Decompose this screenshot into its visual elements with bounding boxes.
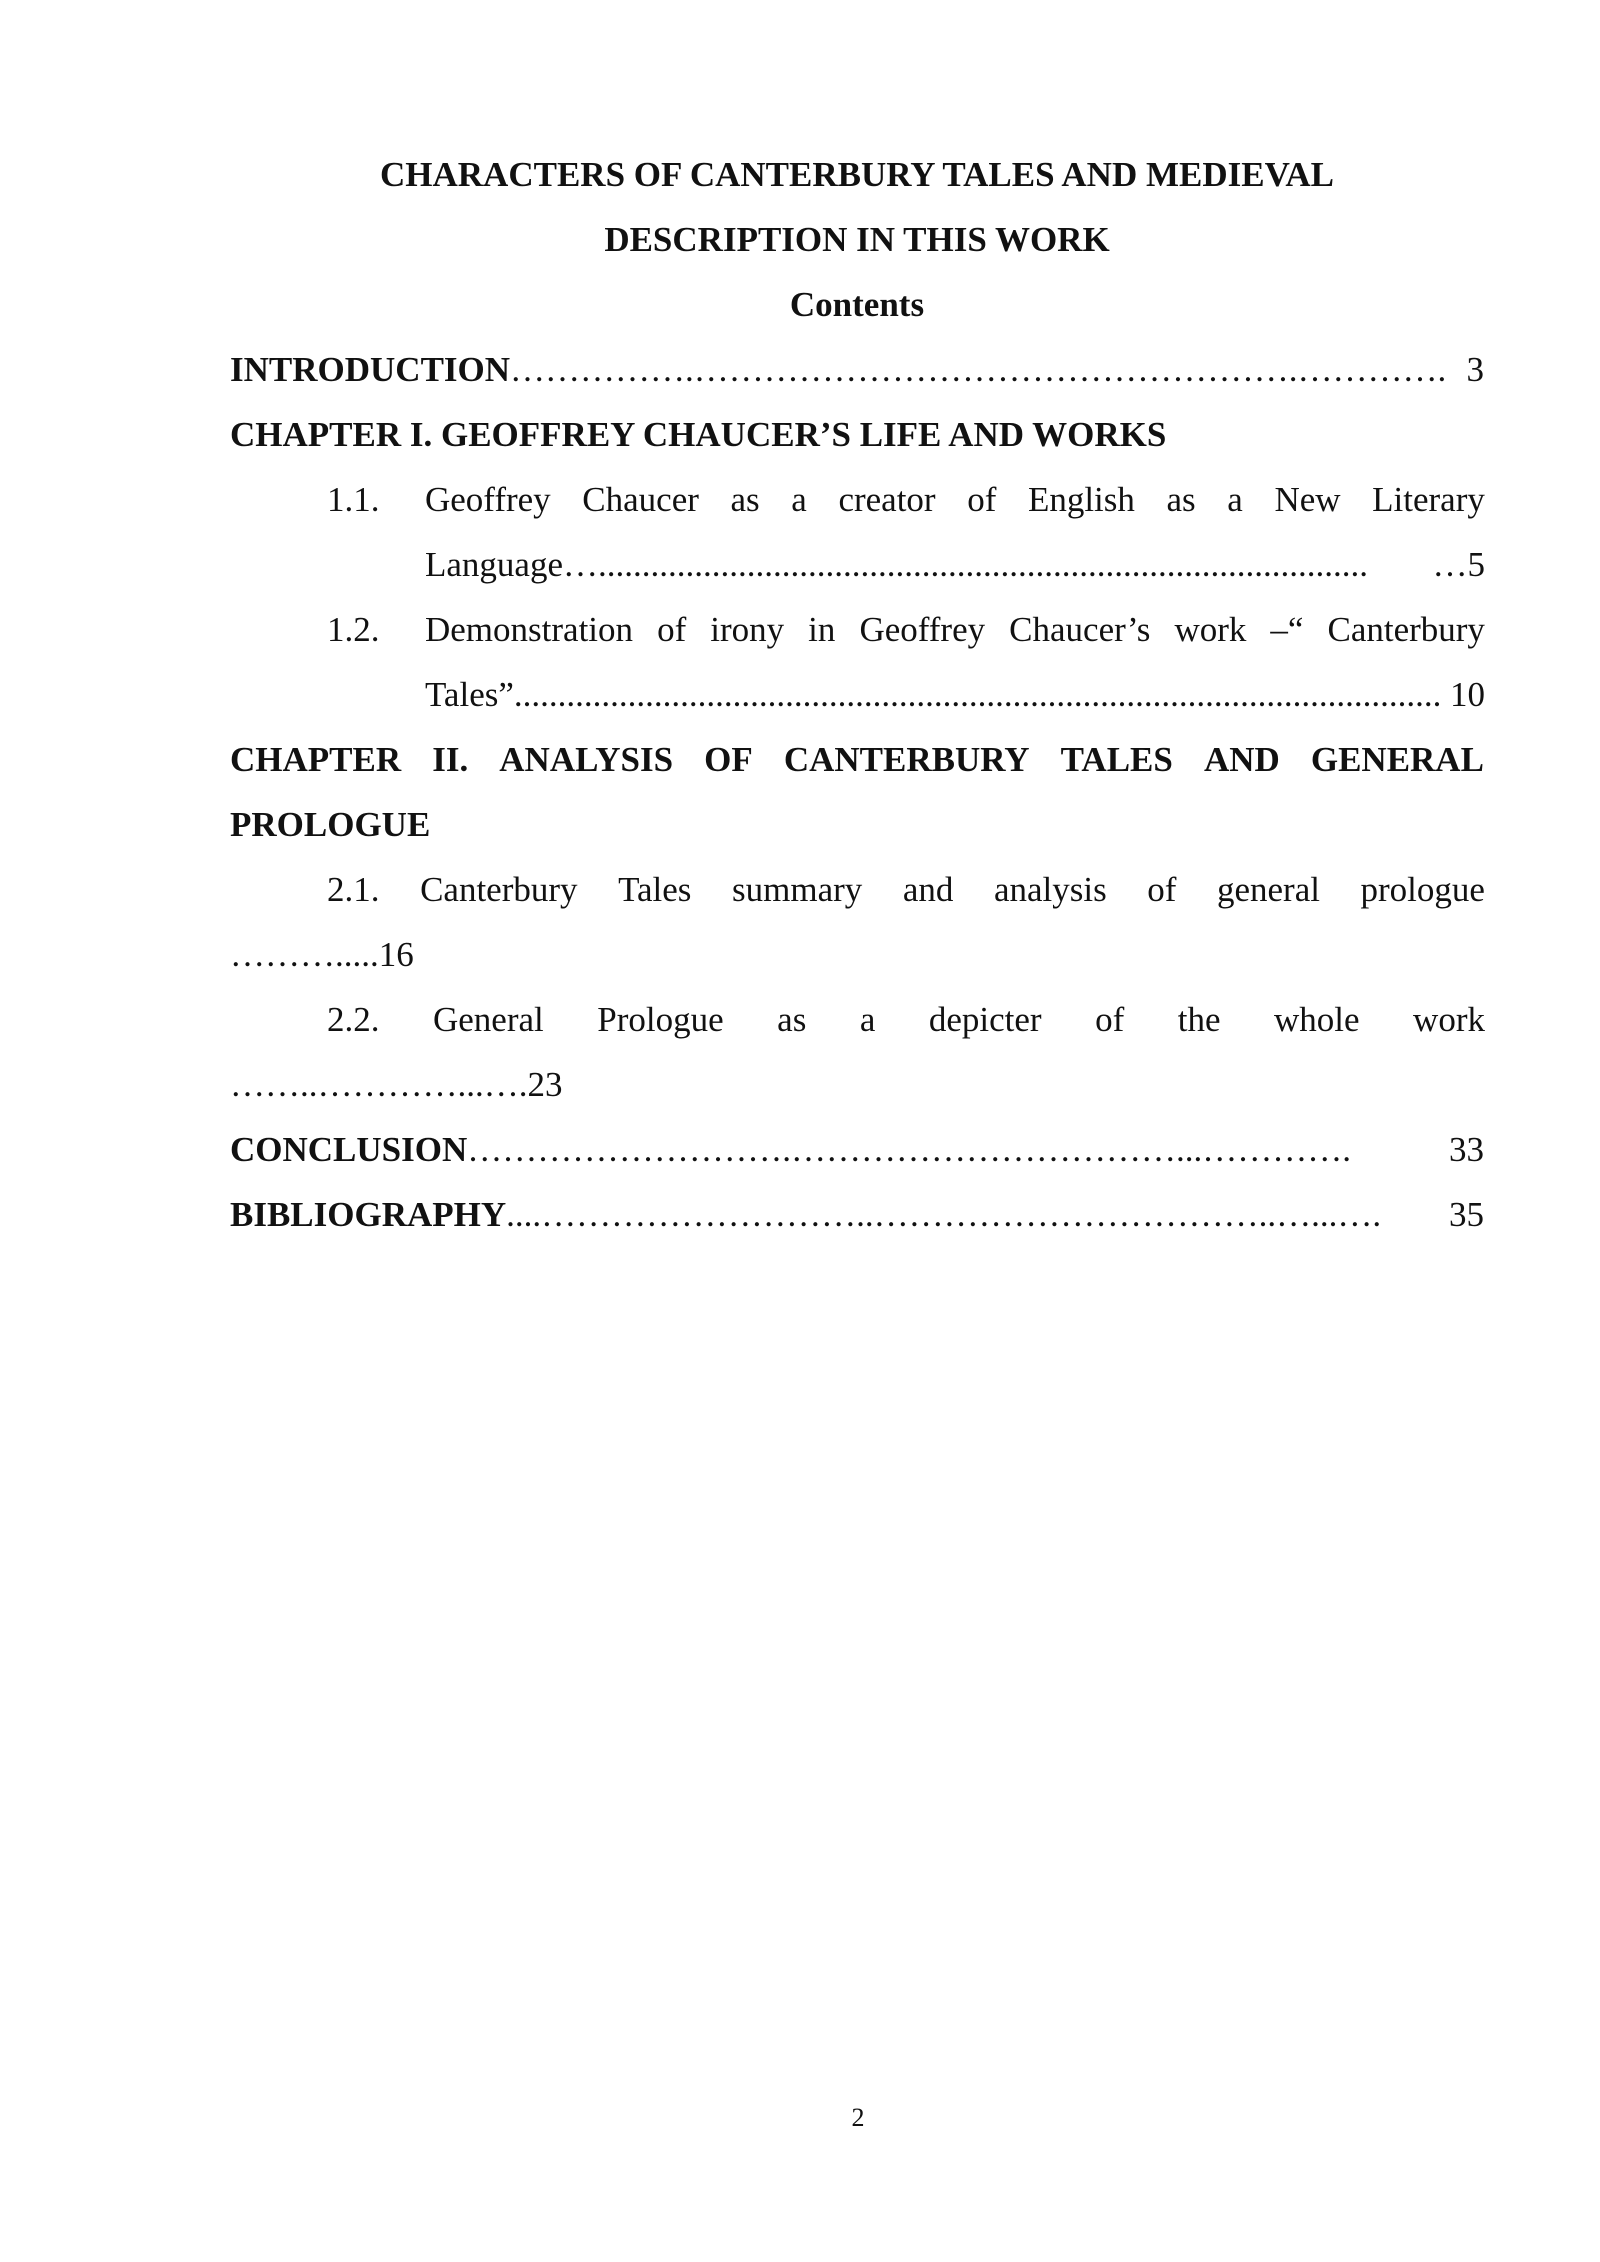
toc-item-1-2-page: 10 [1450,675,1485,714]
toc-item-1-1-line-1[interactable] [425,467,1485,532]
word: as [1166,480,1196,519]
word: of [967,480,997,519]
contents-heading: Contents [789,285,925,324]
word: the [1177,1000,1221,1039]
toc-item-1-2-leader: .......................................................................................................... [513,675,1442,714]
word: AND [1203,740,1280,779]
word: of [657,610,687,649]
word: Tales [618,870,692,909]
word: as [777,1000,807,1039]
word: Canterbury [1327,610,1485,649]
toc-chapter-1-heading[interactable]: CHAPTER I. GEOFFREY CHAUCER’S LIFE AND WORKS [230,415,1167,454]
word: Geoffrey [859,610,986,649]
word: OF [704,740,753,779]
word: a [791,480,807,519]
toc-page-introduction: 3 [1466,350,1484,389]
word: ANALYSIS [499,740,674,779]
toc-item-1-2-number: 1.2. [327,610,380,649]
word: in [808,610,836,649]
word: CHAPTER [230,740,402,779]
toc-label-bibliography: BIBLIOGRAPHY [230,1195,507,1234]
word: Canterbury [420,870,578,909]
toc-entry-conclusion[interactable] [230,1117,1484,1182]
word: whole [1274,1000,1360,1039]
toc-entry-bibliography[interactable] [230,1182,1484,1247]
toc-entry-introduction[interactable] [230,337,1484,402]
word: prologue [1360,870,1485,909]
word: of [1095,1000,1125,1039]
toc-item-2-1-line-2[interactable]: ……….....16 [230,935,414,974]
word: Chaucer’s [1009,610,1151,649]
word: New [1274,480,1341,519]
word: Literary [1372,480,1485,519]
document-title-line-1: CHARACTERS OF CANTERBURY TALES AND MEDIEVAL [380,155,1334,194]
word: Demonstration [425,610,634,649]
toc-label-conclusion: CONCLUSION [230,1130,468,1169]
toc-item-1-1-page: …5 [1432,545,1485,584]
toc-chapter-2-heading-line-1[interactable] [230,727,1484,792]
toc-item-1-2-line-2[interactable] [425,662,1485,727]
toc-page-conclusion: 33 [1449,1130,1484,1169]
word: General [433,1000,544,1039]
word: analysis [993,870,1107,909]
toc-item-2-2-line-2[interactable]: ……..…………...….23 [230,1065,563,1104]
word: GENERAL [1310,740,1484,779]
word: summary [732,870,863,909]
toc-leader-introduction: …………….…………………………………………….…………. [510,350,1447,389]
toc-item-2-1-line-1[interactable] [327,857,1485,922]
word: II. [432,740,469,779]
word: a [859,1000,876,1039]
word: creator [838,480,936,519]
word: Prologue [597,1000,724,1039]
word: Chaucer [582,480,699,519]
toc-item-2-1-number: 2.1. [327,870,380,909]
word: TALES [1060,740,1173,779]
word: Geoffrey [425,480,551,519]
word: irony [710,610,785,649]
word: depicter [928,1000,1042,1039]
toc-item-1-2-line-1[interactable] [425,597,1485,662]
toc-item-1-1-number: 1.1. [327,480,380,519]
toc-leader-bibliography: ....………………………..……………………………..…...…. [506,1195,1382,1234]
toc-label-introduction: INTRODUCTION [230,350,511,389]
toc-item-1-2-label: Tales” [425,675,514,714]
toc-page-bibliography: 35 [1449,1195,1484,1234]
word: English [1027,480,1135,519]
word: –“ [1270,610,1304,649]
document-title-line-2: DESCRIPTION IN THIS WORK [604,220,1110,259]
toc-item-1-1-label: Language… [425,545,598,584]
word: a [1227,480,1243,519]
toc-chapter-2-heading-line-2[interactable]: PROLOGUE [230,805,431,844]
toc-item-2-2-line-1[interactable] [327,987,1485,1052]
word: of [1147,870,1177,909]
word: work [1413,1000,1485,1039]
toc-item-2-2-number: 2.2. [327,1000,380,1039]
word: as [730,480,760,519]
page-number: 2 [851,2103,865,2132]
word: CANTERBURY [783,740,1030,779]
word: and [902,870,954,909]
toc-leader-conclusion: ……………………….……………………………...…………. [467,1130,1352,1169]
toc-item-1-1-line-2[interactable] [425,532,1485,597]
word: general [1216,870,1320,909]
word: work [1174,610,1247,649]
toc-item-1-1-leader: ........................................................................................ [597,545,1368,584]
